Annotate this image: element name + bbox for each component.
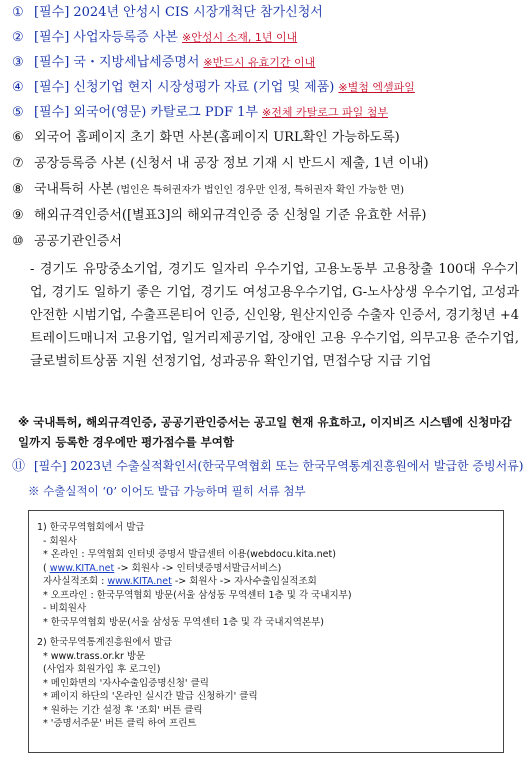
guide-text: -> 회원사 -> 자사수출입실적조회 xyxy=(171,576,317,587)
guide-line: * 원하는 기간 설정 후 '조회' 버튼 클릭 xyxy=(43,704,203,716)
item-text: 공장등록증 사본 (신청서 내 공장 정보 기재 시 반드시 제출, 1년 이내) xyxy=(34,156,429,171)
guide-line: 2) 한국무역통계진흥원에서 발급 xyxy=(37,637,173,648)
item-4 xyxy=(12,79,523,97)
guide-line: - 비회원사 xyxy=(43,603,87,614)
item-number: ⑤ xyxy=(12,105,24,120)
item-2 xyxy=(12,29,523,47)
item-text: 국내특허 사본 xyxy=(34,182,114,197)
guide-line: * 한국무역협회 방문(서울 삼성동 무역센터 1층 및 각 국내지역본부) xyxy=(43,616,324,628)
guide-line: * 메인화면의 '자사수출입증명신청' 클릭 xyxy=(43,677,209,689)
guide-line: * '증명서주문' 버튼 클릭 하여 프린트 xyxy=(43,718,197,729)
item-6 xyxy=(12,129,523,147)
item-text: [필수] 외국어(영문) 카탈로그 PDF 1부 xyxy=(34,105,258,120)
item-number: ⑨ xyxy=(12,208,24,223)
guide-text: ( xyxy=(43,562,50,574)
item-7 xyxy=(12,155,523,173)
guide-line: (사업자 회원가입 후 로그인) xyxy=(43,664,161,675)
guide-text: 자사실적조회 : xyxy=(43,576,108,587)
item-number: ⑩ xyxy=(12,234,24,249)
item-note: ※안성시 소재, 1년 이내 xyxy=(182,31,298,44)
item-note: ※반드시 유효기간 이내 xyxy=(203,56,316,69)
guide-line xyxy=(37,562,495,576)
item-number: ⑥ xyxy=(12,130,24,145)
item-text: [필수] 사업자등록증 사본 xyxy=(34,30,178,45)
item-note: ※전체 카탈로그 파일 첨부 xyxy=(261,106,388,119)
item-note: (법인은 특허권자가 법인인 경우만 인정, 특허권자 확인 가능한 면) xyxy=(116,185,405,196)
item-number: ⑧ xyxy=(12,182,24,197)
item-text: [필수] 2023년 수출실적확인서(한국무역협회 또는 한국무역통계진흥원에서 발급한 증빙서류) xyxy=(34,459,524,473)
guide-line: - 회원사 xyxy=(43,535,77,547)
item-11 xyxy=(12,457,523,476)
guide-line: * www.trass.or.kr 방문 xyxy=(43,650,146,662)
guide-line: 1) 한국무역협회에서 발급 xyxy=(37,522,145,533)
scoring-warning: ※ 국내특허, 해외규격인증, 공공기관인증서는 공고일 현재 유효하고, 이지비즈 시스템에 신청마감일까지 등록한 경우에만 평가점수를 부여함 xyxy=(18,415,512,449)
item-text: 해외규격인증서([별표3]의 해외규격인증 중 신청일 기준 유효한 서류) xyxy=(34,208,427,223)
kita-link[interactable]: www.KITA.net xyxy=(107,576,172,587)
item-number: ③ xyxy=(12,55,24,70)
guide-line: * 페이지 하단의 '온라인 실시간 발급 신청하기' 클릭 xyxy=(43,691,258,702)
guide-line xyxy=(37,575,495,589)
item-number: ⑪ xyxy=(12,459,26,474)
item-text: [필수] 국・지방세납세증명서 xyxy=(34,55,200,70)
guide-line: * 온라인 : 무역협회 인터넷 증명서 발급센터 이용(webdocu.kita.net) xyxy=(43,549,336,560)
kita-link[interactable]: www.KITA.net xyxy=(49,562,115,574)
item-number: ② xyxy=(12,30,24,45)
item-9 xyxy=(12,207,523,225)
item-text: 외국어 홈페이지 초기 화면 사본(홈페이지 URL확인 가능하도록) xyxy=(34,130,400,145)
item-1 xyxy=(12,4,523,22)
item-text: [필수] 신청기업 현지 시장성평가 자료 (기업 및 제품) xyxy=(34,80,335,95)
item-note: ※별첨 엑셀파일 xyxy=(338,81,415,94)
item-11-note: ※ 수출실적이 ‘0’ 이어도 발급 가능하며 필히 서류 첨부 xyxy=(28,484,306,498)
item-number: ① xyxy=(12,5,24,20)
item-text: 공공기관인증서 xyxy=(34,234,122,249)
item-3 xyxy=(12,54,523,72)
issuance-guide-box xyxy=(28,510,504,753)
guide-text: -> 회원사 -> 인터넷증명서발급서비스) xyxy=(114,562,282,574)
item-number: ⑦ xyxy=(12,156,24,171)
item-8 xyxy=(12,181,523,200)
item-10 xyxy=(12,233,523,251)
item-number: ④ xyxy=(12,80,24,95)
guide-line: * 오프라인 : 한국무역협회 방문(서울 삼성동 무역센터 1층 및 각 국내지부) xyxy=(43,589,352,601)
item-5 xyxy=(12,104,523,122)
public-cert-list: - 경기도 유망중소기업, 경기도 일자리 우수기업, 고용노동부 고용창출 100대 우수기업, 경기도 일하기 좋은 기업, 경기도 여성고용우수기업, G-노사상생 우수기업, 고성과 안전한 시범기업, 수출프론티어 인증, 신인왕, 원산지인증 수출자 인증서, 경기청년 +4 트레이드매니저 고용기업, 일거리제공기업, 장애인 고용 우수기업, 의무고용 준수기업, 글로벌히트상품 지원 선정기업, 성과공유 확인기업, 면접수당 지급 기업 xyxy=(30,262,519,369)
item-text: [필수] 2024년 안성시 CIS 시장개척단 참가신청서 xyxy=(34,5,323,20)
